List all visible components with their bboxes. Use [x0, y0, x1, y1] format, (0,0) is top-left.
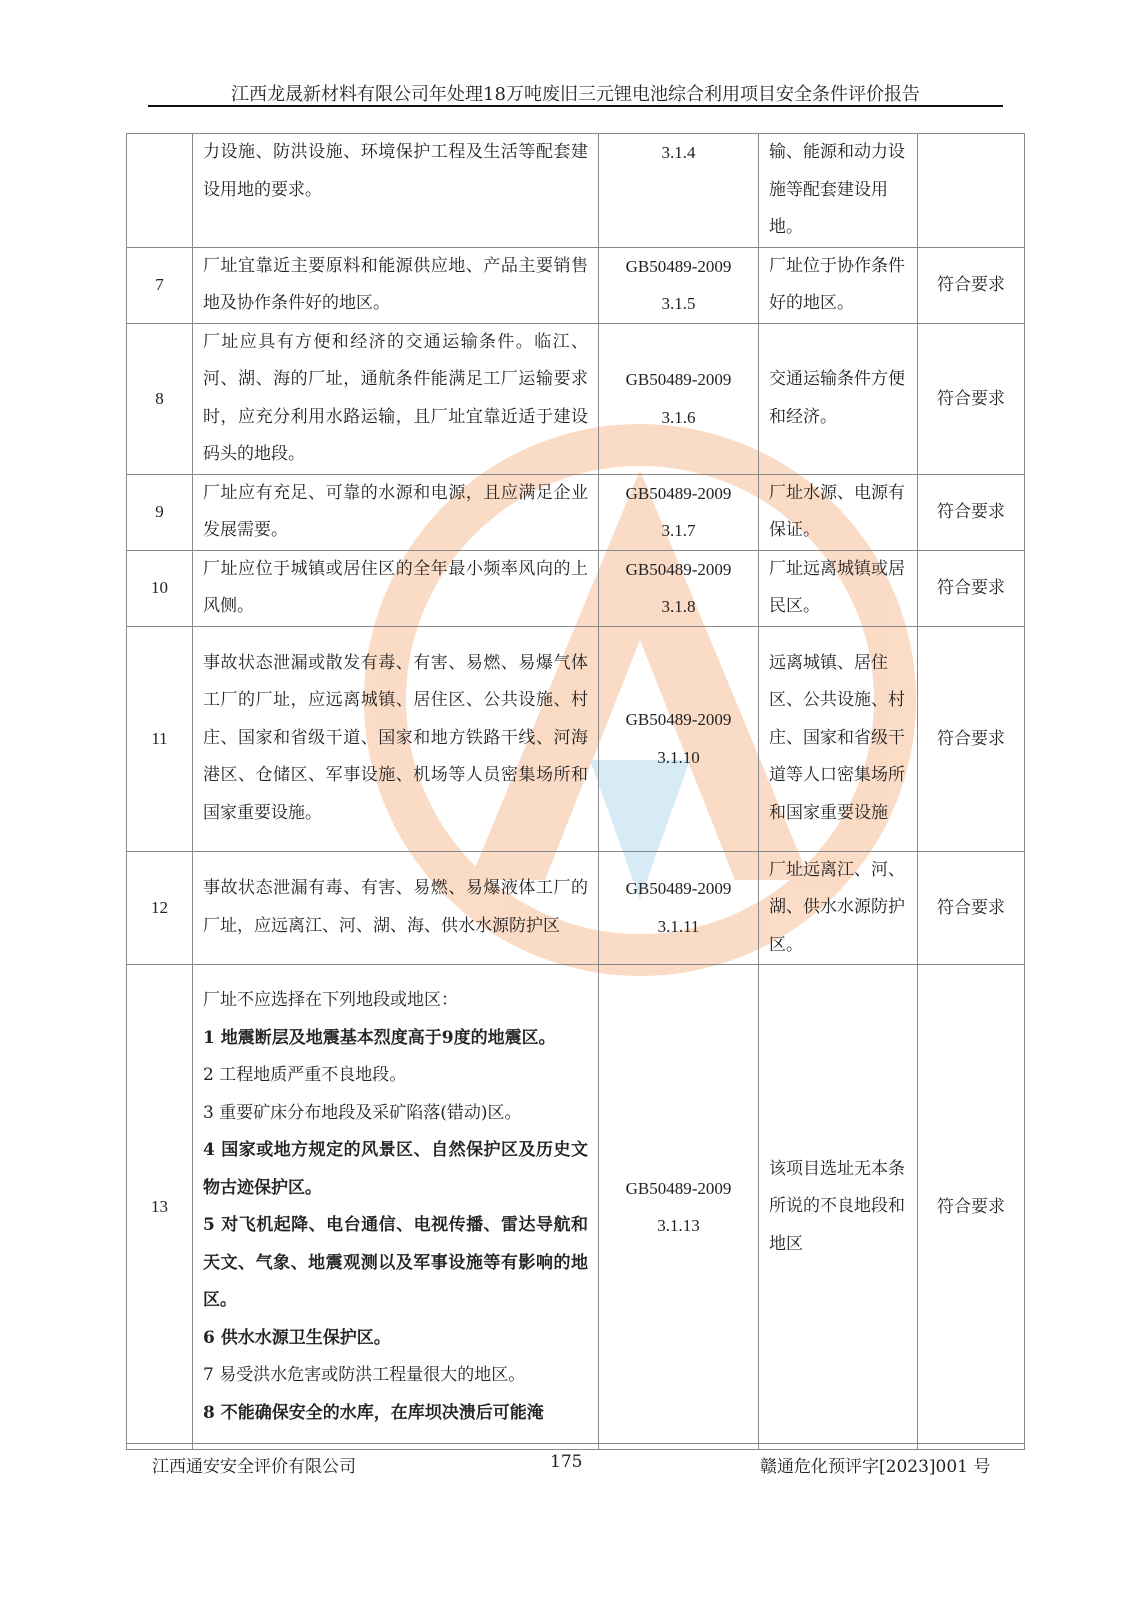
table-row — [127, 323, 1025, 474]
requirement-line: 1 地震断层及地震基本烈度高于9度的地震区。 — [203, 1027, 556, 1048]
table-row — [127, 474, 1025, 550]
requirement-cell — [193, 247, 599, 323]
basis-line: 3.1.4 — [661, 143, 696, 162]
actual-situation-cell: 厂址远离城镇或居民区。 — [759, 550, 918, 626]
requirement-line: 力设施、防洪设施、环境保护工程及生活等配套建设用地的要求。 — [203, 142, 588, 200]
table-row — [127, 550, 1025, 626]
row-number-cell: 13 — [127, 965, 193, 1450]
basis-line: 3.1.5 — [661, 294, 696, 313]
requirement-cell — [193, 474, 599, 550]
basis-cell — [599, 550, 759, 626]
requirement-cell — [193, 550, 599, 626]
requirement-cell — [193, 134, 599, 248]
result-cell: 符合要求 — [918, 323, 1025, 474]
actual-situation-cell: 远离城镇、居住区、公共设施、村庄、国家和省级干道等人口密集场所和国家重要设施 — [759, 626, 918, 851]
table-row — [127, 851, 1025, 965]
requirement-line: 7 易受洪水危害或防洪工程量很大的地区。 — [203, 1365, 526, 1385]
actual-situation-cell: 交通运输条件方便和经济。 — [759, 323, 918, 474]
basis-line: GB50489-2009 — [625, 1178, 732, 1198]
basis-cell — [599, 134, 759, 248]
actual-situation-cell: 厂址位于协作条件好的地区。 — [759, 247, 918, 323]
basis-cell — [599, 626, 759, 851]
row-number-cell: 10 — [127, 550, 193, 626]
evaluation-table — [126, 133, 1025, 1450]
row-number-cell: 8 — [127, 323, 193, 474]
table-row — [127, 626, 1025, 851]
requirement-line: 事故状态泄漏有毒、有害、易燃、易爆液体工厂的厂址，应远离江、河、湖、海、供水水源防护区 — [203, 878, 588, 936]
result-cell: 符合要求 — [918, 474, 1025, 550]
row-number-cell: 12 — [127, 851, 193, 965]
basis-line: 3.1.13 — [657, 1216, 700, 1235]
basis-cell — [599, 323, 759, 474]
row-number-cell: 7 — [127, 247, 193, 323]
requirement-cell — [193, 323, 599, 474]
actual-situation-cell: 该项目选址无本条所说的不良地段和地区 — [759, 965, 918, 1450]
requirement-line: 厂址应有充足、可靠的水源和电源，且应满足企业发展需要。 — [203, 482, 588, 540]
requirement-line: 厂址应位于城镇或居住区的全年最小频率风向的上风侧。 — [203, 558, 588, 616]
result-cell: 符合要求 — [918, 247, 1025, 323]
result-cell — [918, 134, 1025, 248]
basis-line: 3.1.7 — [661, 521, 696, 540]
requirement-line: 5 对飞机起降、电台通信、电视传播、雷达导航和天文、气象、地震观测以及军事设施等有影响的地区。 — [203, 1215, 588, 1310]
basis-line: 3.1.11 — [657, 916, 700, 936]
basis-line: 3.1.10 — [657, 747, 700, 767]
actual-situation-cell: 输、能源和动力设施等配套建设用地。 — [759, 134, 918, 248]
basis-cell — [599, 474, 759, 550]
basis-line: GB50489-2009 — [625, 710, 732, 729]
basis-line: 3.1.8 — [661, 597, 696, 616]
requirement-line: 8 不能确保安全的水库，在库坝决溃后可能淹 — [203, 1402, 544, 1423]
requirement-line: 2 工程地质严重不良地段。 — [203, 1065, 407, 1085]
requirement-cell — [193, 626, 599, 851]
requirement-cell — [193, 965, 599, 1450]
document-number: 赣通危化预评字[2023]001 号 — [760, 1457, 991, 1477]
table-row — [127, 965, 1025, 1450]
requirement-line: 厂址不应选择在下列地段或地区： — [203, 990, 458, 1010]
footer-company: 江西通安安全评价有限公司 — [152, 1457, 356, 1477]
result-cell: 符合要求 — [918, 965, 1025, 1450]
result-cell: 符合要求 — [918, 851, 1025, 965]
basis-line: GB50489-2009 — [625, 256, 732, 276]
report-title: 江西龙晟新材料有限公司年处理18万吨废旧三元锂电池综合利用项目安全条件评价报告 — [231, 84, 920, 105]
actual-situation-cell: 厂址远离江、河、湖、供水水源防护区。 — [759, 851, 918, 965]
basis-line: GB50489-2009 — [625, 370, 732, 389]
requirement-line: 6 供水水源卫生保护区。 — [203, 1327, 391, 1348]
basis-line: 3.1.6 — [661, 407, 696, 427]
table-row — [127, 247, 1025, 323]
requirement-line: 4 国家或地方规定的风景区、自然保护区及历史文物古迹保护区。 — [203, 1140, 588, 1198]
basis-cell — [599, 247, 759, 323]
table-row — [127, 134, 1025, 248]
basis-line: GB50489-2009 — [625, 483, 732, 503]
header-rule — [148, 105, 1003, 107]
result-cell: 符合要求 — [918, 626, 1025, 851]
requirement-line: 厂址应具有方便和经济的交通运输条件。临江、河、湖、海的厂址，通航条件能满足工厂运输要求时，应充分利用水路运输，且厂址宜靠近适于建设码头的地段。 — [203, 331, 588, 464]
requirement-line: 事故状态泄漏或散发有毒、有害、易燃、易爆气体工厂的厂址，应远离城镇、居住区、公共设施、村庄、国家和省级干道、国家和地方铁路干线、河海港区、仓储区、军事设施、机场等人员密集场所和国家重要设施。 — [203, 652, 588, 823]
row-number-cell: 11 — [127, 626, 193, 851]
row-number-cell: 9 — [127, 474, 193, 550]
requirement-cell — [193, 851, 599, 965]
basis-line: GB50489-2009 — [625, 559, 732, 579]
basis-cell — [599, 965, 759, 1450]
basis-cell — [599, 851, 759, 965]
footer-rule — [126, 1443, 1024, 1444]
page-number: 175 — [550, 1452, 583, 1472]
actual-situation-cell: 厂址水源、电源有保证。 — [759, 474, 918, 550]
requirement-line: 厂址宜靠近主要原料和能源供应地、产品主要销售地及协作条件好的地区。 — [203, 255, 588, 313]
basis-line: GB50489-2009 — [625, 879, 732, 899]
requirement-line: 3 重要矿床分布地段及采矿陷落(错动)区。 — [203, 1102, 522, 1123]
row-number-cell — [127, 134, 193, 248]
result-cell: 符合要求 — [918, 550, 1025, 626]
